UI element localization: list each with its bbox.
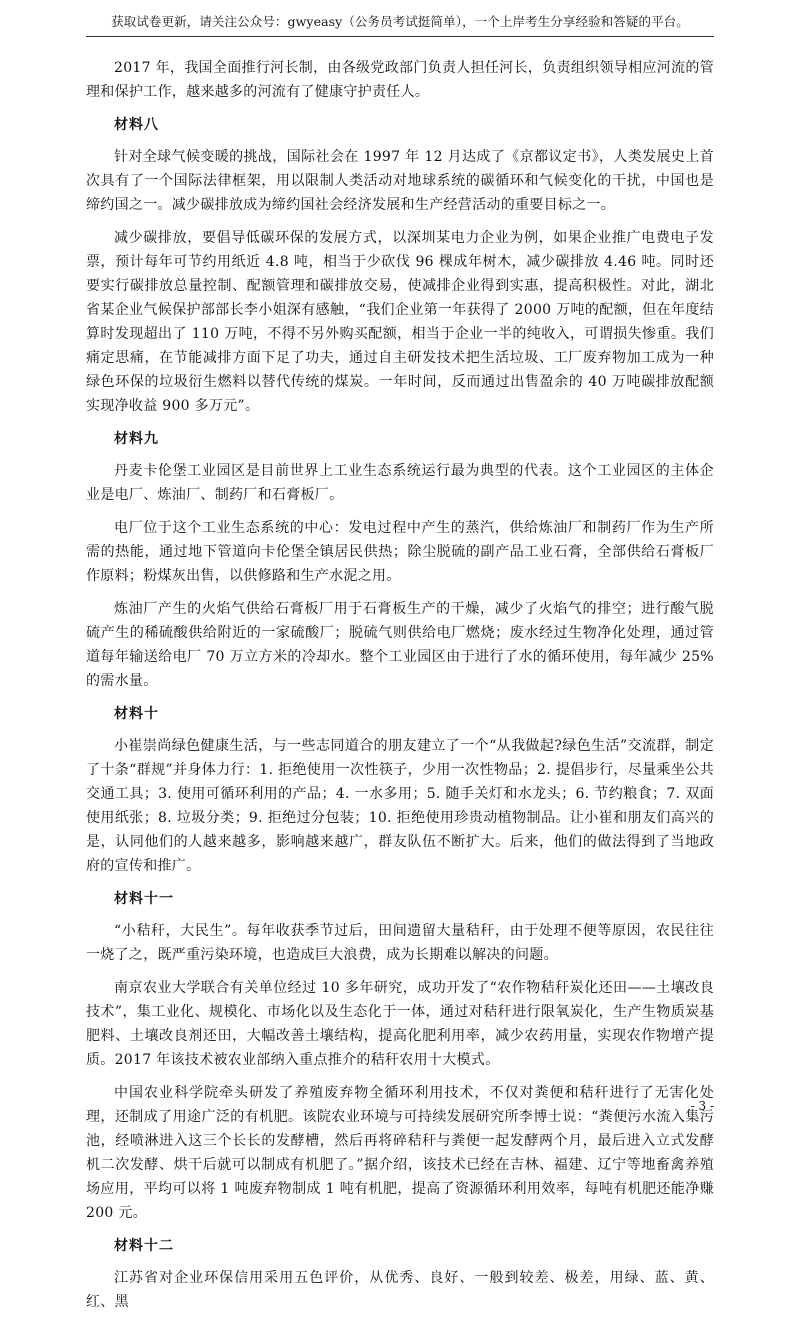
paragraph-power-plant: 电厂位于这个工业生态系统的中心：发电过程中产生的蒸汽，供给炼油厂和制药厂作为生产所需的热能，通过地下管道向卡伦堡全镇居民供热；除尘脱硫的副产品工业石膏，全部供给石膏板厂作原料；粉煤灰出售，以供修路和生产水泥之用。: [86, 520, 714, 584]
paragraph-kyoto-protocol: 针对全球气候变暖的挑战，国际社会在 1997 年 12 月达成了《京都议定书》，人类发展史上首次具有了一个国际法律框架，用以限制人类活动对地球系统的碳循环和气候变化的干扰，中国也是缔约国之一。减少碳排放成为缔约国社会经济发展和生产经营活动的重要目标之一。: [86, 149, 714, 213]
heading-material-11: 材料十一: [114, 891, 174, 907]
paragraph-kalundborg-park: 丹麦卡伦堡工业园区是目前世界上工业生态系统运行最为典型的代表。这个工业园区的主体企业是电厂、炼油厂、制药厂和石膏板厂。: [86, 463, 714, 503]
header-divider: [86, 36, 714, 37]
paragraph-refinery: 炼油厂产生的火焰气供给石膏板厂用于石膏板生产的干燥，减少了火焰气的排空；进行酸气脱硫产生的稀硫酸供给附近的一家硫酸厂；脱硫气则供给电厂燃烧；废水经过生物净化处理，通过管道每年输送给电厂 70 万立方米的冷却水。整个工业园区由于进行了水的循环使用，每年减少 25%的需水量。: [86, 601, 714, 689]
paragraph-straw-issue: “小秸秆，大民生”。每年收获季节过后，田间遗留大量秸秆，由于处理不便等原因，农民往往一烧了之，既严重污染环境，也造成巨大浪费，成为长期难以解决的问题。: [86, 923, 714, 963]
paragraph-straw-carbonization: 南京农业大学联合有关单位经过 10 多年研究，成功开发了“农作物秸秆炭化还田——土壤改良技术”，集工业化、规模化、市场化以及生态化于一体，通过对秸秆进行限氧炭化，生产生物质炭基肥料、土壤改良剂还田，大幅改善土壤结构，提高化肥利用率，减少农药用量，实现农作物增产提质。2017 年该技术被农业部纳入重点推介的秸秆农用十大模式。: [86, 980, 714, 1068]
paragraph-green-life-group: 小崔崇尚绿色健康生活，与一些志同道合的朋友建立了一个“从我做起?绿色生活”交流群，制定了十条“群规”并身体力行：1. 拒绝使用一次性筷子，少用一次性物品；2. 提倡步行，尽量乘坐公共交通工具；3. 使用可循环利用的产品；4. 一水多用；5. 随手关灯和水龙头；6. 节约粮食；7. 双面使用纸张；8. 垃圾分类；9. 拒绝过分包装；10. 拒绝使用珍贵动植物制品。让小崔和朋友们高兴的是，认同他们的人越来越多，影响越来越广，群友队伍不断扩大。后来，他们的做法得到了当地政府的宣传和推广。: [86, 738, 714, 874]
heading-material-8: 材料八: [114, 117, 159, 133]
paragraph-carbon-reduction: 减少碳排放，要倡导低碳环保的发展方式，以深圳某电力企业为例，如果企业推广电费电子发票，预计每年可节约用纸近 4.8 吨，相当于少砍伐 96 棵成年树木，减少碳排放 4.46 吨。同时还要实行碳排放总量控制、配额管理和碳排放交易，使减排企业得到实惠，提高积极性。对此，湖北省某企业气候保护部部长李小姐深有感触，“我们企业第一年获得了 2000 万吨的配额，但在年度结算时发现超出了 110 万吨，不得不另外购买配额，相当于企业一半的纯收入，可谓损失惨重。我们痛定思痛，在节能减排方面下足了功夫，通过自主研发技术把生活垃圾、工厂废弃物加工成为一种绿色环保的垃圾衍生燃料以替代传统的煤炭。一年时间，反而通过出售盈余的 40 万吨碳排放配额实现净收益 900 多万元”。: [86, 230, 714, 414]
page-number: - 3 -: [690, 1099, 714, 1113]
paragraph-credit-rating: 江苏省对企业环保信用采用五色评价，从优秀、良好、一般到较差、极差，用绿、蓝、黄、红、黑: [86, 1270, 714, 1310]
header-banner: 获取试卷更新，请关注公众号：gwyeasy（公务员考试挺简单），一个上岸考生分享经验和答疑的平台。: [111, 14, 689, 29]
heading-material-10: 材料十: [114, 706, 159, 722]
heading-material-9: 材料九: [114, 431, 159, 447]
heading-material-12: 材料十二: [114, 1238, 174, 1254]
document-body: [86, 56, 714, 1323]
paragraph-livestock-waste: 中国农业科学院牵头研发了养殖废弃物全循环利用技术，不仅对粪便和秸秆进行了无害化处理，还制成了用途广泛的有机肥。该院农业环境与可持续发展研究所李博士说：“粪便污水流入集污池，经喷淋进入这三个长长的发酵槽，然后再将碎秸秆与粪便一起发酵两个月，最后进入立式发酵机二次发酵、烘干后就可以制成有机肥了。”据介绍，该技术已经在吉林、福建、辽宁等地畜禽养殖场应用，平均可以将 1 吨废弃物制成 1 吨有机肥，提高了资源循环利用效率，每吨有机肥还能净赚 200 元。: [86, 1085, 714, 1221]
paragraph-river-chief: 2017 年，我国全面推行河长制，由各级党政部门负责人担任河长，负责组织领导相应河流的管理和保护工作，越来越多的河流有了健康守护责任人。: [86, 60, 714, 100]
